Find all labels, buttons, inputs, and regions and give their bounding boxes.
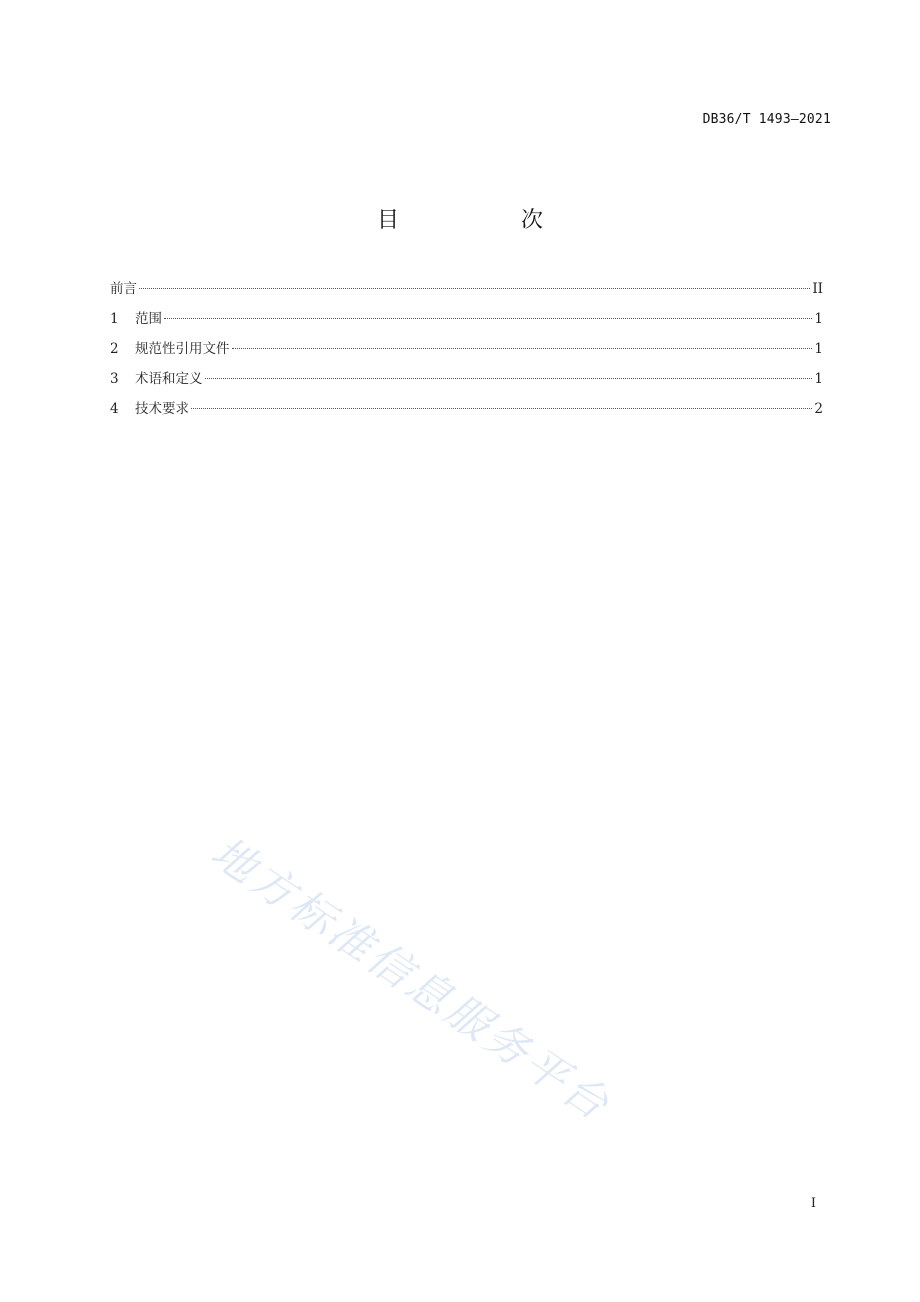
toc-entry-label: 前言 [110,281,137,297]
toc-entry-page: 1 [814,371,823,387]
toc-entry-terms-definitions[interactable] [110,369,823,399]
toc-entry-label: 术语和定义 [135,371,203,387]
toc-title: 目 次 [376,208,593,233]
toc-entry-technical-requirements[interactable] [110,399,823,429]
toc-entry-page: II [812,281,823,297]
toc-entry-number: 3 [110,371,119,387]
page-number: I [810,1196,816,1211]
toc-dot-leader [191,408,812,409]
toc-entry-page: 1 [814,311,823,327]
toc-entry-normative-references[interactable] [110,339,823,369]
toc-entry-label: 范围 [135,311,162,327]
toc-dot-leader [232,348,813,349]
toc-entry-label: 技术要求 [135,401,189,417]
table-of-contents [110,279,823,429]
toc-entry-scope[interactable] [110,309,823,339]
toc-dot-leader [205,378,813,379]
toc-dot-leader [164,318,812,319]
toc-dot-leader [139,288,810,289]
document-code: DB36/T 1493—2021 [702,112,831,127]
toc-entry-number: 4 [110,401,119,417]
toc-entry-page: 1 [814,341,823,357]
toc-entry-number: 1 [110,311,119,327]
watermark: 地方标准信息服务平台 [202,827,620,1132]
toc-entry-foreword[interactable] [110,279,823,309]
toc-entry-label: 规范性引用文件 [135,341,230,357]
toc-entry-page: 2 [814,401,823,417]
toc-entry-number: 2 [110,341,119,357]
